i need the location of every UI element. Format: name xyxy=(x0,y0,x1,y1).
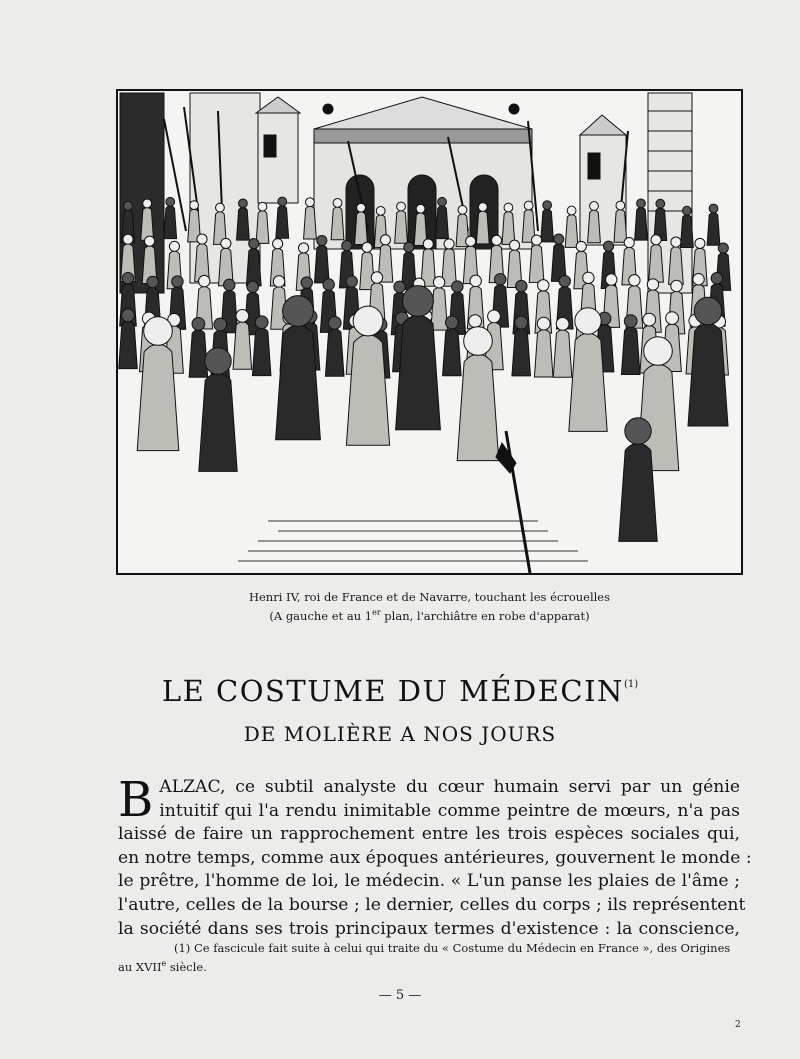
body-line: en notre temps, comme aux époques antérieures, gouvernent le monde : xyxy=(118,847,752,868)
crowd-figure xyxy=(360,242,375,289)
crowd-figure xyxy=(476,203,489,244)
crowd-figure xyxy=(414,204,427,245)
footnote xyxy=(118,940,740,975)
footnote-line-2-rest: siècle. xyxy=(166,959,207,974)
crowd-figure xyxy=(246,239,261,286)
body-line: intuitif qui l'a rendu inimitable comme peintre de mœurs, n'a pas xyxy=(159,800,740,821)
crowd-figure xyxy=(164,197,177,238)
crowd-figure xyxy=(141,199,154,240)
crowd-figure xyxy=(195,234,210,281)
page-number: — 5 — xyxy=(378,988,422,1003)
crowd-figure xyxy=(529,235,544,282)
crowd-figure xyxy=(635,199,648,240)
drop-cap: B xyxy=(118,772,154,828)
crowd-figure xyxy=(565,206,578,247)
body-line: laissé de faire un rapprochement entre les trois espèces sociales qui, xyxy=(118,824,740,845)
crowd-figure xyxy=(541,201,554,242)
caption-superscript: er xyxy=(372,608,381,617)
crowd-figure xyxy=(707,204,720,245)
article-title-text: LE COSTUME DU MÉDECIN xyxy=(161,674,624,708)
footnote-line-2-text: au XVII xyxy=(118,959,162,974)
corner-mark: 2 xyxy=(735,1020,741,1030)
crowd-figure xyxy=(436,197,449,238)
crowd-figure xyxy=(256,202,269,243)
crowd-figure xyxy=(304,198,317,239)
crowd-figure xyxy=(331,198,344,239)
crowd-figure xyxy=(681,206,694,247)
engraving-svg xyxy=(118,91,741,573)
illustration-caption-line-2 xyxy=(116,605,743,624)
footnote-line-1: (1) Ce fascicule fait suite à celui qui traite du « Costume du Médecin en France », des Origines xyxy=(174,941,731,955)
body-line: l'autre, celles de la bourse ; le dernier, celles du corps ; ils représentent xyxy=(118,894,746,915)
illustration-caption-line-1: Henri IV, roi de France et de Navarre, touchant les écrouelles xyxy=(248,590,611,604)
crowd-figure xyxy=(237,199,250,240)
crowd-figure xyxy=(314,235,329,282)
body-paragraph xyxy=(118,772,752,941)
caption-line-2-text: (A gauche et au 1 xyxy=(269,608,373,623)
footnote-line-2 xyxy=(118,956,740,975)
crowd-figure xyxy=(588,202,601,243)
crowd-figure xyxy=(669,237,684,284)
crowd-figure xyxy=(276,197,289,238)
crowd-figure xyxy=(395,202,408,243)
body-line: le prêtre, l'homme de loi, le médecin. « L'un panse les plaies de l'âme ; xyxy=(118,871,740,892)
crowd-figure xyxy=(614,201,627,242)
body-line: ALZAC, ce subtil analyste du cœur humain servi par un génie xyxy=(159,777,740,797)
body-line: la société dans ses trois principaux termes d'existence : la conscience, xyxy=(118,918,740,939)
crowd-figure xyxy=(649,235,664,282)
article-subtitle: DE MOLIÈRE A NOS JOURS xyxy=(243,722,557,746)
crowd-figure xyxy=(355,203,368,244)
crowd-figure xyxy=(502,203,515,244)
caption-line-2-rest: plan, l'archiâtre en robe d'apparat) xyxy=(380,608,590,623)
engraving-illustration xyxy=(116,89,743,575)
crowd-figure xyxy=(218,238,233,285)
article-title xyxy=(0,674,800,708)
title-footnote-ref: (1) xyxy=(623,679,639,690)
crowd-figure xyxy=(551,234,566,281)
footnote-superscript: e xyxy=(161,959,167,968)
